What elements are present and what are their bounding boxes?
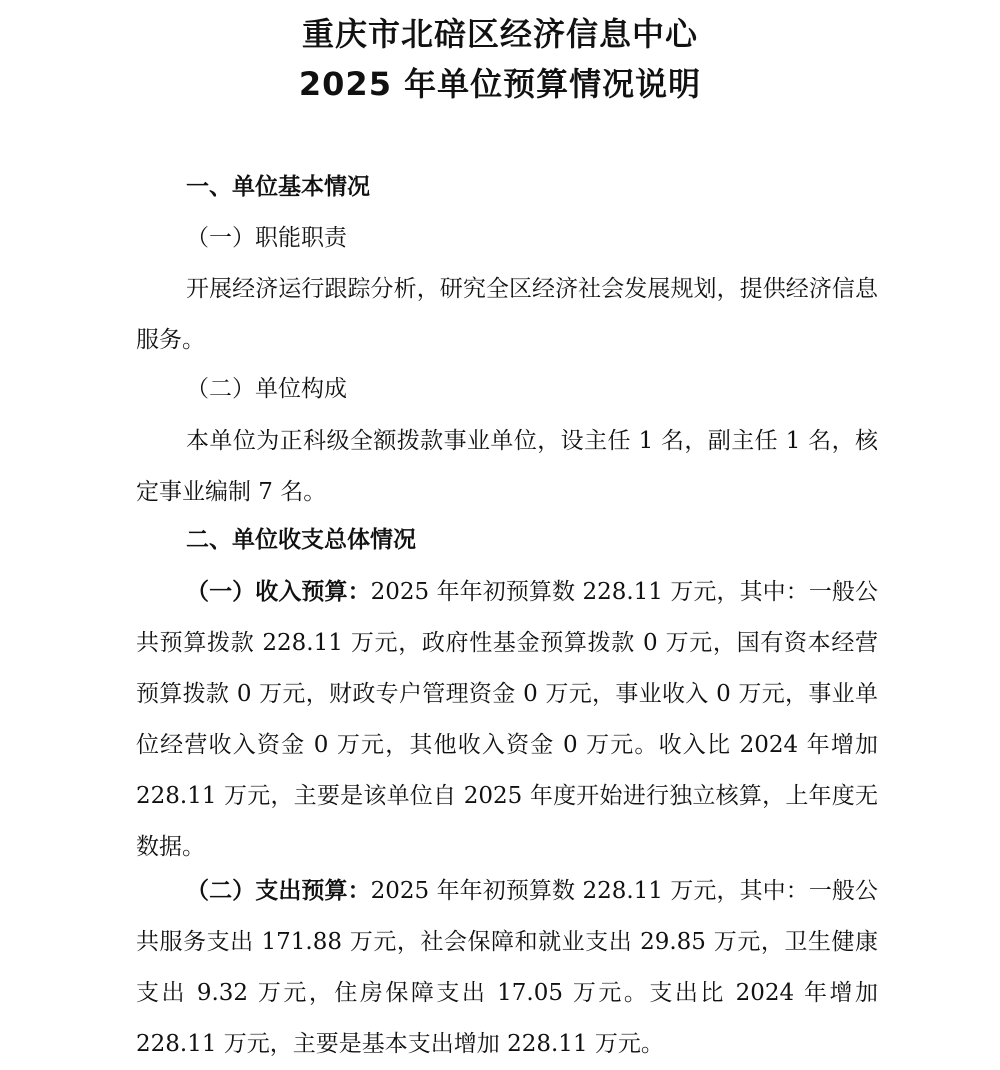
subsection-label-composition: （二）单位构成 — [186, 376, 347, 402]
paragraph-composition: 本单位为正科级全额拨款事业单位，设主任 1 名，副主任 1 名，核定事业编制 7 名。 — [136, 428, 878, 505]
subsection-label-functions: （一）职能职责 — [186, 225, 347, 251]
income-budget-label: （一）收入预算： — [186, 579, 371, 605]
income-budget-text: 2025 年年初预算数 228.11 万元，其中：一般公共预算拨款 228.11 万元，政府性基金预算拨款 0 万元，国有资本经营预算拨款 0 万元，财政专户管理资金 0 万元，事业收入 0 万元，事业单位经营收入资金 0 万元，其他收入资金 0 万元。收入比 2024 年增加 228.11 万元，主要是该单位自 2025 年度开始进行独立核算，上年度无数据。 — [136, 579, 878, 860]
section-heading-basic-info: 一、单位基本情况 — [186, 174, 370, 200]
expense-budget-text: 2025 年年初预算数 228.11 万元，其中：一般公共服务支出 171.88 万元，社会保障和就业支出 29.85 万元，卫生健康支出 9.32 万元，住房保障支出 17.05 万元。支出比 2024 年增加 228.11 万元，主要是基本支出增加 228.11 万元。 — [136, 878, 878, 1057]
paragraph-income-budget — [136, 567, 878, 873]
paragraph-expense-budget — [136, 866, 878, 1070]
paragraph-functions: 开展经济运行跟踪分析，研究全区经济社会发展规划，提供经济信息服务。 — [136, 276, 878, 353]
expense-budget-label: （二）支出预算： — [186, 878, 371, 904]
section-heading-budget-overview: 二、单位收支总体情况 — [186, 527, 416, 553]
document-title-line1: 重庆市北碚区经济信息中心 — [301, 15, 698, 53]
document-title-line2: 2025 年单位预算情况说明 — [298, 65, 702, 103]
